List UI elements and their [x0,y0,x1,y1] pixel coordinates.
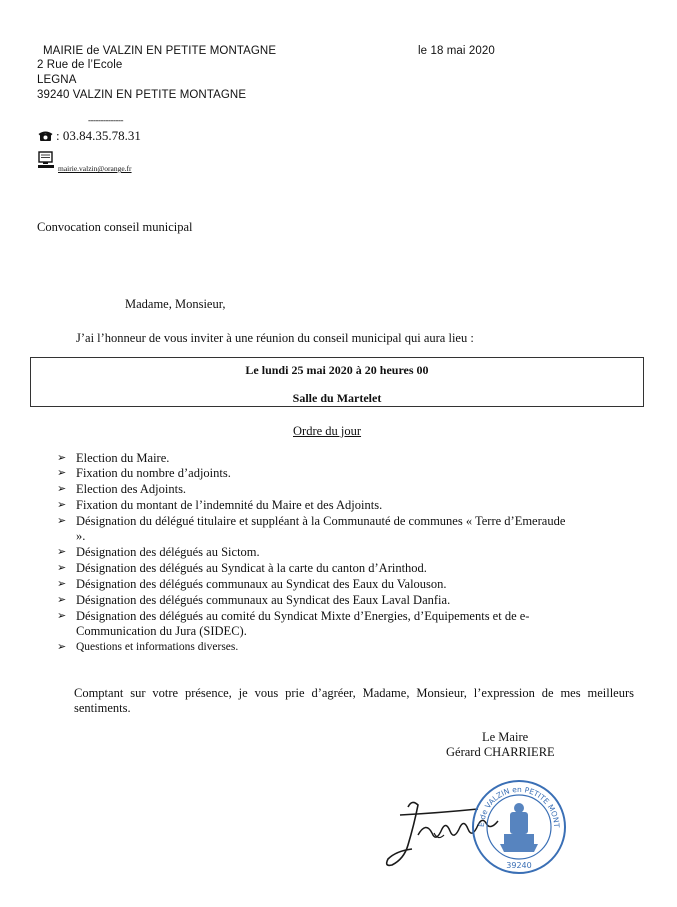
svg-text:39240: 39240 [506,861,532,870]
sender-name: MAIRIE de VALZIN EN PETITE MONTAGNE [43,45,277,57]
svg-text:MAIRIE de VALZIN en PETITE MON: E de VALZIN en PETITE MONT [476,784,562,828]
telephone-icon [38,129,53,141]
arrow-bullet-icon: ➢ [57,578,67,590]
agenda-item-text: Désignation des délégués communaux au Syndicat des Eaux Laval Danfia. [76,593,451,607]
agenda-item-text: Fixation du nombre d’adjoints. [76,466,231,480]
agenda-item-text: Désignation des délégués au Syndicat à la carte du canton d’Arinthod. [76,561,427,575]
computer-icon [38,151,55,169]
agenda-item-text: Désignation du délégué titulaire et suppléant à la Communauté de communes « Terre d’Emeraude ». [76,514,566,543]
agenda-item-text: Election du Maire. [76,451,170,465]
contact-separator: -------------- [88,115,123,125]
agenda-item-text: Election des Adjoints. [76,482,187,496]
sender-locality: LEGNA [37,74,77,86]
agenda-item-text: Désignation des délégués au Sictom. [76,545,260,559]
subject-line: Convocation conseil municipal [37,220,193,234]
signatory-role: Le Maire [482,730,529,744]
closing-paragraph: Comptant sur votre présence, je vous prie d’agréer, Madame, Monsieur, l’expression de mes meilleurs sentiments. [74,686,634,715]
meeting-place: Salle du Martelet [292,391,382,405]
mayor-stamp [470,778,568,876]
phone-number: : 03.84.35.78.31 [56,128,141,143]
sender-city: 39240 VALZIN EN PETITE MONTAGNE [37,89,247,101]
arrow-bullet-icon: ➢ [57,452,67,464]
arrow-bullet-icon: ➢ [57,610,67,622]
agenda-item-text: Questions et informations diverses. [76,641,239,653]
email-address[interactable]: mairie.valzin@orange.fr [58,164,132,173]
salutation: Madame, Monsieur, [125,297,226,311]
meeting-box [30,357,644,407]
agenda-item-text: Fixation du montant de l’indemnité du Maire et des Adjoints. [76,498,383,512]
arrow-bullet-icon: ➢ [57,515,67,527]
arrow-bullet-icon: ➢ [57,483,67,495]
sender-street: 2 Rue de l’Ecole [37,59,123,71]
arrow-bullet-icon: ➢ [57,499,67,511]
arrow-bullet-icon: ➢ [57,546,67,558]
agenda-title: Ordre du jour [293,424,362,438]
arrow-bullet-icon: ➢ [57,641,67,653]
agenda-item-text: Désignation des délégués au comité du Syndicat Mixte d’Energies, d’Equipements et de e-Communication du Jura (SIDEC). [76,609,530,638]
arrow-bullet-icon: ➢ [57,594,67,606]
signatory-name: Gérard CHARRIERE [446,745,555,759]
intro-text: J’ai l’honneur de vous inviter à une réunion du conseil municipal qui aura lieu : [76,331,474,345]
arrow-bullet-icon: ➢ [57,467,67,479]
meeting-datetime: Le lundi 25 mai 2020 à 20 heures 00 [245,363,429,377]
letter-date: le 18 mai 2020 [418,45,495,57]
agenda-item-text: Désignation des délégués communaux au Syndicat des Eaux du Valouson. [76,577,447,591]
arrow-bullet-icon: ➢ [57,562,67,574]
